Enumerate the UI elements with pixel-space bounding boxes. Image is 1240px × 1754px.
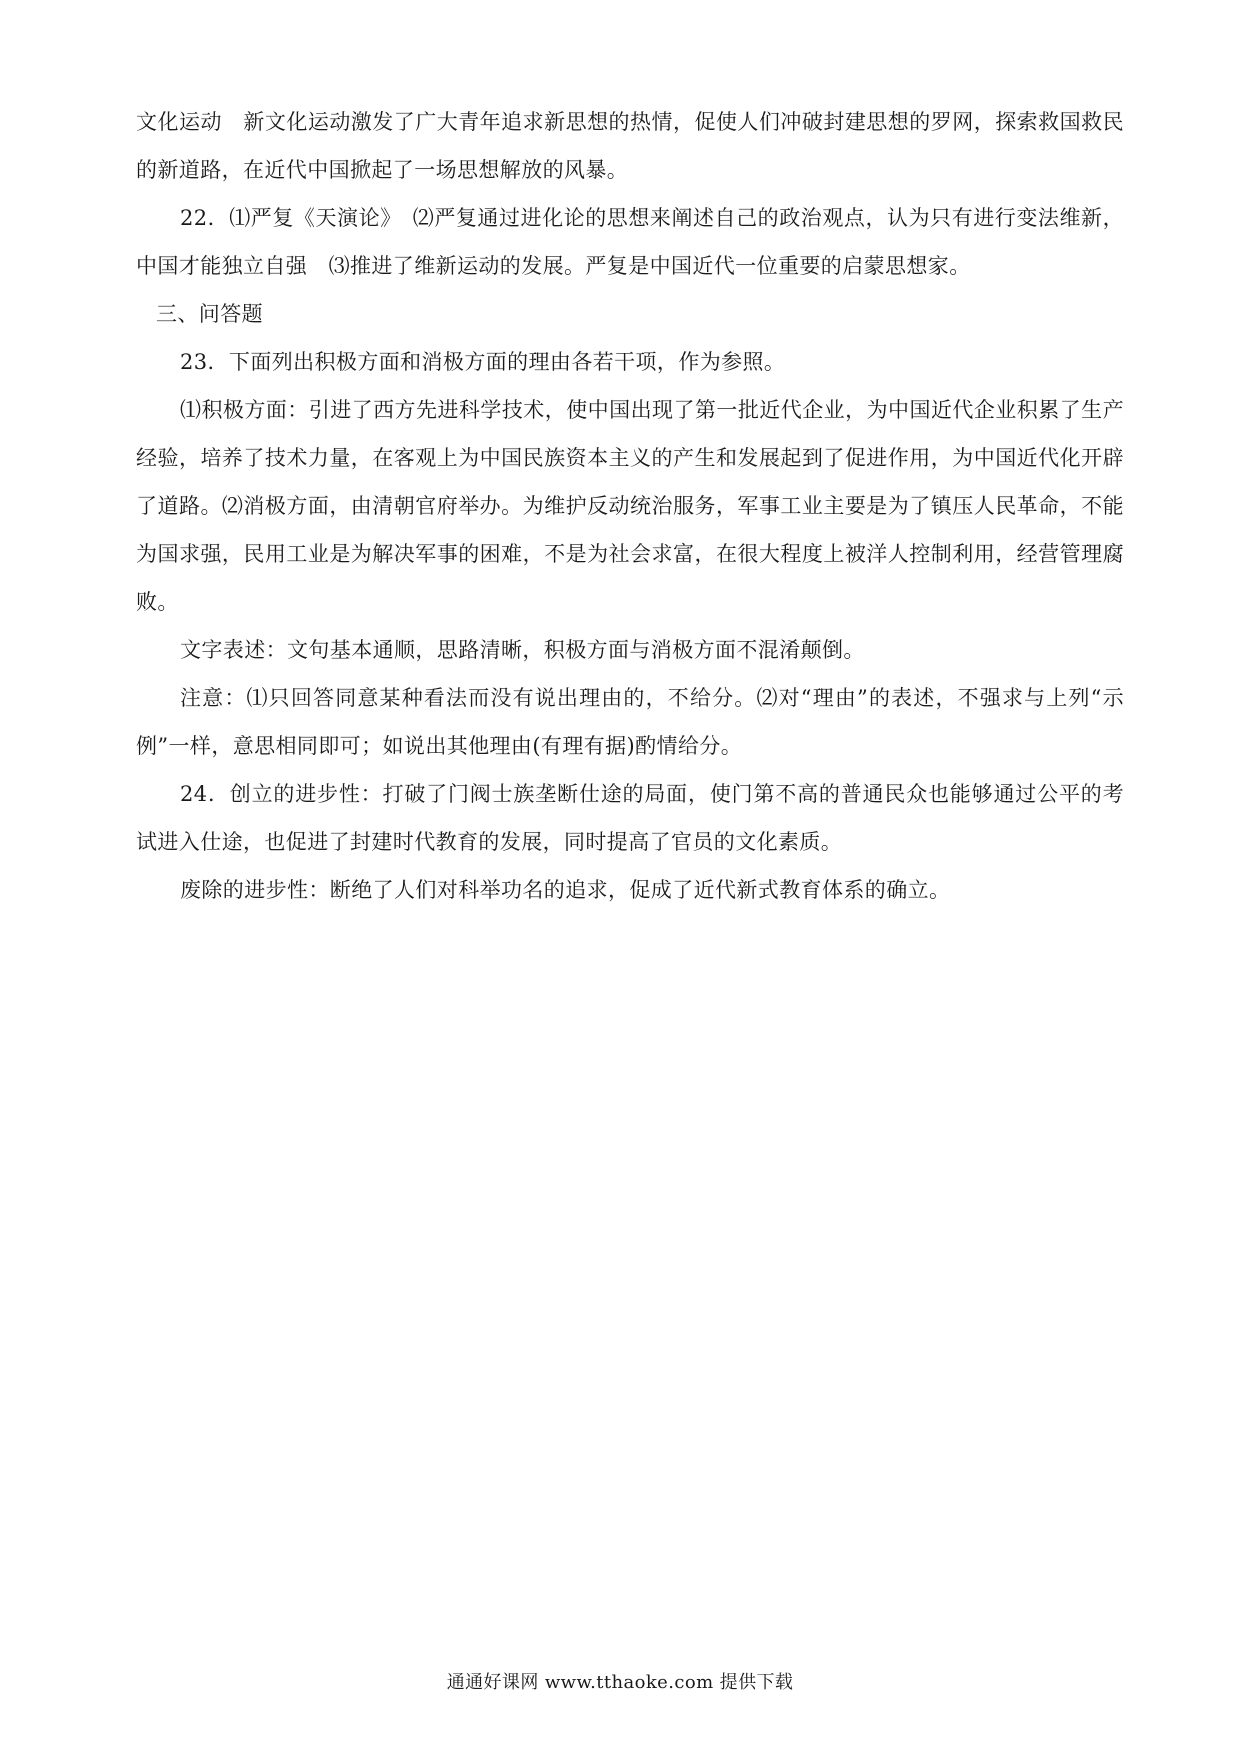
answer-23-note: 注意：⑴只回答同意某种看法而没有说出理由的，不给分。⑵对“理由”的表述，不强求与上列“示例”一样，意思相同即可；如说出其他理由(有理有据)酌情给分。 bbox=[136, 686, 1124, 758]
answer-22: 22．⑴严复《天演论》 ⑵严复通过进化论的思想来阐述自己的政治观点，认为只有进行变法维新，中国才能独立自强 ⑶推进了维新运动的发展。严复是中国近代一位重要的启蒙思想家。 bbox=[136, 206, 1124, 278]
document-body bbox=[136, 98, 1124, 914]
answer-23-body: ⑴积极方面：引进了西方先进科学技术，使中国出现了第一批近代企业，为中国近代企业积累了生产经验，培养了技术力量，在客观上为中国民族资本主义的产生和发展起到了促进作用，为中国近代化开辟了道路。⑵消极方面，由清朝官府举办。为维护反动统治服务，军事工业主要是为了镇压人民革命，不能为国求强，民用工业是为解决军事的困难，不是为社会求富，在很大程度上被洋人控制利用，经营管理腐败。 bbox=[136, 398, 1124, 614]
answer-23-intro: 23．下面列出积极方面和消极方面的理由各若干项，作为参照。 bbox=[180, 350, 786, 374]
answer-24-abolition: 废除的进步性：断绝了人们对科举功名的追求，促成了近代新式教育体系的确立。 bbox=[180, 878, 951, 902]
paragraph-continuation: 文化运动 新文化运动激发了广大青年追求新思想的热情，促使人们冲破封建思想的罗网，探索救国救民的新道路，在近代中国掀起了一场思想解放的风暴。 bbox=[136, 110, 1124, 182]
page-footer: 通通好课网 www.tthaoke.com 提供下载 bbox=[446, 1672, 794, 1693]
answer-23-wording: 文字表述：文句基本通顺，思路清晰，积极方面与消极方面不混淆颠倒。 bbox=[180, 638, 865, 662]
section-heading-qa: 三、问答题 bbox=[156, 302, 263, 326]
answer-24-founding: 24．创立的进步性：打破了门阀士族垄断仕途的局面，使门第不高的普通民众也能够通过公平的考试进入仕途，也促进了封建时代教育的发展，同时提高了官员的文化素质。 bbox=[136, 782, 1124, 854]
